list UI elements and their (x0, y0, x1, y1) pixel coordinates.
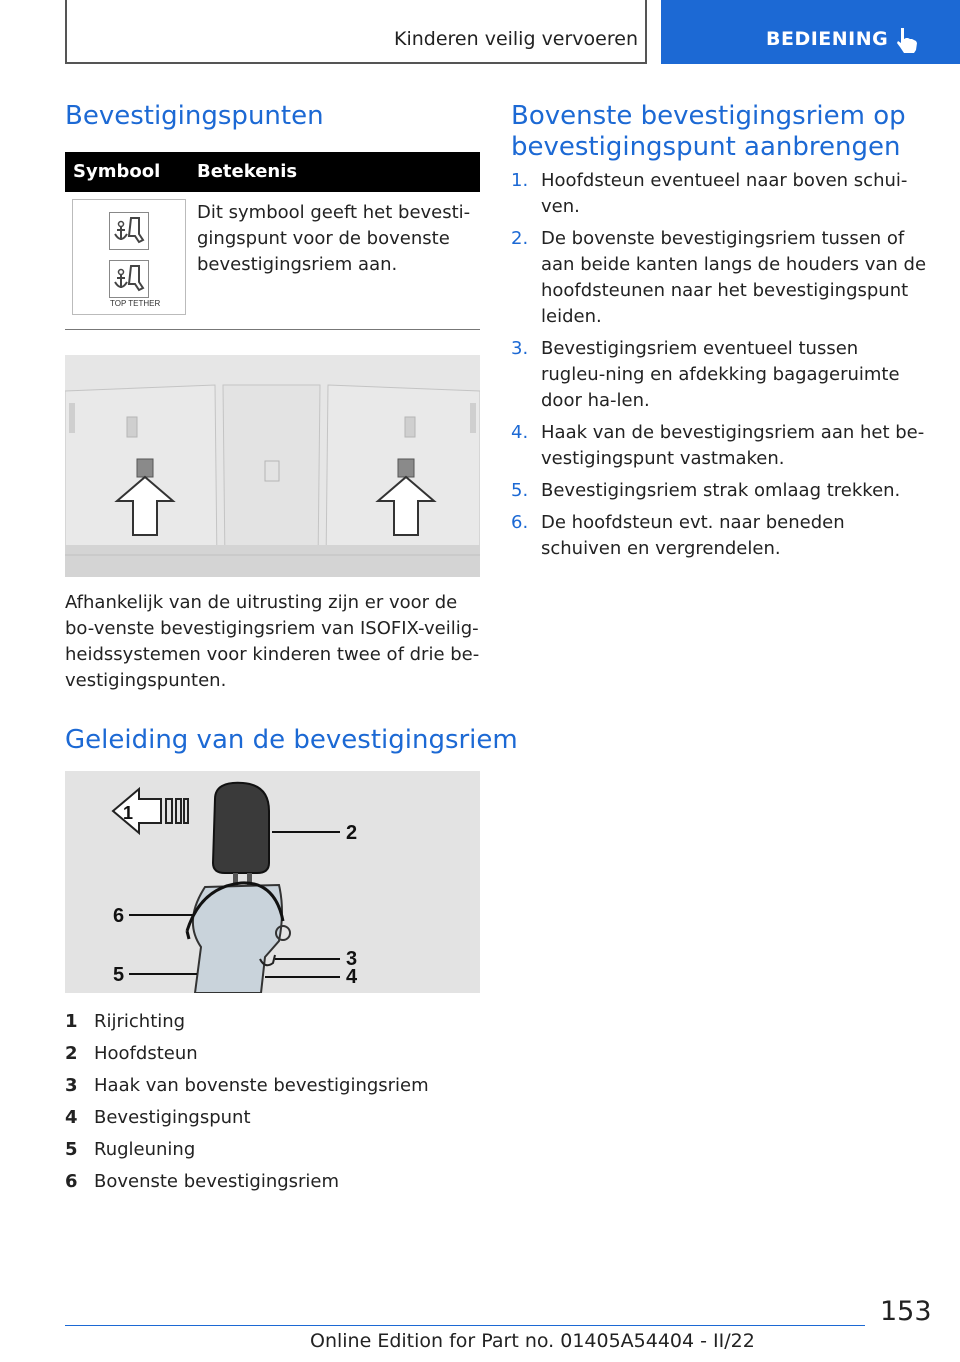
step-text: Haak van de bevestigingsriem aan het be-vestigingspunt vastmaken. (541, 422, 925, 469)
legend-num: 3 (65, 1075, 78, 1096)
callout-5: 5 (113, 964, 125, 986)
callout-4: 4 (346, 966, 358, 988)
legend-num: 1 (65, 1011, 78, 1032)
legend-text: Rugleuning (94, 1139, 196, 1160)
step-num: 3. (511, 338, 529, 359)
callout-1: 1 (123, 803, 134, 823)
legend-text: Bovenste bevestigingsriem (94, 1171, 340, 1192)
figure-legend (65, 1006, 480, 1198)
step-text: De hoofdsteun evt. naar beneden schuiven en vergrendelen. (541, 512, 845, 559)
callout-3: 3 (346, 948, 358, 970)
legend-item (65, 1038, 480, 1070)
step-item (511, 478, 927, 504)
legend-text: Rijrichting (94, 1011, 186, 1032)
col-symbol-header: Symbool (73, 161, 161, 182)
legend-num: 6 (65, 1171, 78, 1192)
step-num: 1. (511, 170, 529, 191)
step-num: 6. (511, 512, 529, 533)
col-meaning-header: Betekenis (197, 161, 298, 182)
legend-item (65, 1166, 480, 1198)
legend-item (65, 1134, 480, 1166)
table-header (65, 152, 480, 192)
top-tether-icon (109, 260, 149, 298)
table-divider (65, 329, 480, 330)
step-item (511, 168, 927, 220)
instruction-steps (511, 168, 927, 568)
footer-edition: Online Edition for Part no. 01405A54404 - II/22 (310, 1330, 755, 1352)
table-meaning-text: Dit symbool geeft het bevesti-gingspunt voor de bovenste bevestigingsriem aan. (197, 202, 471, 275)
legend-num: 5 (65, 1139, 78, 1160)
legend-text: Bevestigingspunt (94, 1107, 251, 1128)
hand-pointer-icon (895, 26, 921, 54)
step-num: 4. (511, 422, 529, 443)
step-text: Bevestigingsriem eventueel tussen rugleu-ning en afdekking bagageruimte door ha-len. (541, 338, 900, 411)
step-num: 5. (511, 480, 529, 501)
callout-6: 6 (113, 905, 125, 927)
legend-item (65, 1102, 480, 1134)
section-label: BEDIENING (766, 28, 889, 50)
step-item (511, 226, 927, 330)
step-text: Bevestigingsriem strak omlaag trekken. (541, 480, 901, 501)
step-item (511, 510, 927, 562)
top-tether-label: TOP TETHER (110, 299, 161, 308)
legend-item (65, 1006, 480, 1038)
legend-num: 2 (65, 1043, 78, 1064)
step-text: Hoofdsteun eventueel naar boven schui-ven. (541, 170, 908, 217)
step-num: 2. (511, 228, 529, 249)
page-number: 153 (880, 1296, 932, 1327)
legend-num: 4 (65, 1107, 78, 1128)
step-text: De bovenste bevestigingsriem tussen of aan beide kanten langs de houders van de hoofdsteunen naar het bevestigingspunt leiden. (541, 228, 927, 327)
heading-geleiding: Geleiding van de bevestigingsriem (65, 725, 518, 755)
symbol-cell (72, 199, 186, 315)
chapter-title: Kinderen veilig vervoeren (394, 28, 638, 50)
heading-bevestigingspunten: Bevestigingspunten (65, 101, 324, 131)
step-item (511, 336, 927, 414)
section-tab (661, 0, 960, 64)
anchor-points-figure (65, 355, 480, 577)
legend-text: Hoofdsteun (94, 1043, 198, 1064)
child-seat-anchor-icon (109, 212, 149, 250)
callout-2: 2 (346, 822, 358, 844)
step-item (511, 420, 927, 472)
legend-text: Haak van bovenste bevestigingsriem (94, 1075, 429, 1096)
heading-aanbrengen: Bovenste bevestigingsriem op bevestigingspunt aanbrengen (511, 101, 906, 162)
footer-divider (65, 1325, 865, 1326)
legend-item (65, 1070, 480, 1102)
tether-routing-figure (65, 771, 480, 993)
anchor-points-paragraph: Afhankelijk van de uitrusting zijn er voor de bo-venste bevestigingsriem van ISOFIX-veilig-heidssystemen voor kinderen twee of drie be-vestigingspunten. (65, 592, 480, 691)
